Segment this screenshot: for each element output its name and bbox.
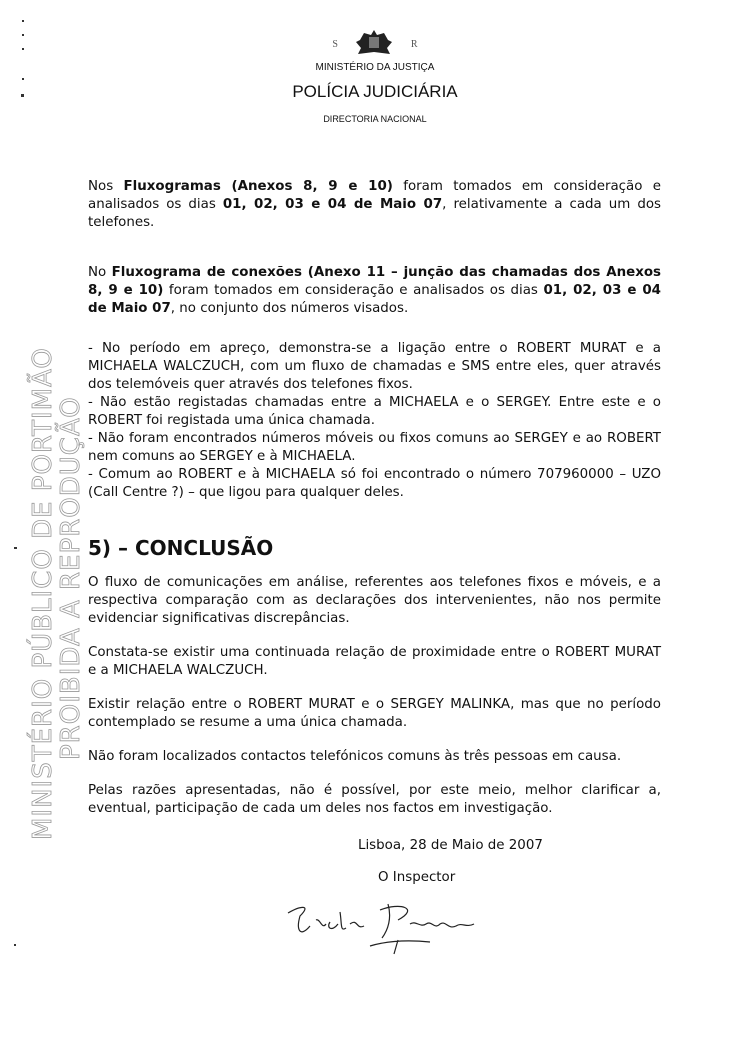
finding-item: - Comum ao ROBERT e à MICHAELA só foi encontrado o número 707960000 – UZO (Call Centre ?) – que ligou para qualquer deles. [88,467,661,500]
finding-item: - Não estão registadas chamadas entre a MICHAELA e o SERGEY. Entre este e o ROBERT foi registada uma única chamada. [88,395,661,428]
scan-mark [14,944,16,946]
paragraph-fluxogramas: Nos Fluxogramas (Anexos 8, 9 e 10) foram tomados em consideração e analisados os dias 01, 02, 03 e 04 de Maio 07, relativamente a cada um dos telefones. [88,179,661,230]
conclusion-paragraph: Existir relação entre o ROBERT MURAT e o SERGEY MALINKA, mas que no período contemplado se resume a uma única chamada. [88,697,661,730]
emblem [0,28,750,58]
conclusion-paragraph: Constata-se existir uma continuada relação de proximidade entre o ROBERT MURAT e a MICHAELA WALCZUCH. [88,645,661,678]
finding-item: - Não foram encontrados números móveis ou fixos comuns ao SERGEY e ao ROBERT nem comuns ao SERGEY e à MICHAELA. [88,431,661,464]
handwritten-signature [270,888,500,958]
watermark-proibida: PROIBIDA A REPRODUÇÃO [56,396,86,760]
scan-mark [22,78,24,80]
conclusion-paragraph: Pelas razões apresentadas, não é possível, por este meio, melhor clarificar a, eventual, participação de cada um deles nos factos em investigação. [88,783,661,816]
ministry-name: MINISTÉRIO DA JUSTIÇA [315,62,435,73]
document-body [88,178,661,958]
closing-block [88,838,661,958]
finding-item: - No período em apreço, demonstra-se a ligação entre o ROBERT MURAT e a MICHAELA WALCZUCH, com um fluxo de chamadas e SMS entre eles, quer através dos telemóveis quer através dos telefones fixos. [88,341,661,392]
emblem-left-letter: S [332,39,338,51]
directorate-name: DIRECTORIA NACIONAL [323,114,427,124]
paragraph-fluxograma-conexoes: No Fluxograma de conexões (Anexo 11 – junção das chamadas dos Anexos 8, 9 e 10) foram tomados em consideração e analisados os dias 01, 02, 03 e 04 de Maio 07, no conjunto dos números visados. [88,265,662,316]
conclusion-paragraph: O fluxo de comunicações em análise, referentes aos telefones fixos e móveis, e a respectiva comparação com as declarações dos intervenientes, não nos permite evidenciar significativas discrepâncias. [88,575,661,626]
agency-name: POLÍCIA JUDICIÁRIA [292,82,458,101]
watermark-ministerio: MINISTÉRIO PÚBLICO DE PORTIMÃO [28,347,58,840]
signatory-role: O Inspector [378,870,456,885]
scan-mark [22,20,24,22]
conclusion-body [88,574,661,818]
section-heading: 5) – CONCLUSÃO [88,536,274,560]
scan-mark [14,547,17,549]
findings-list [88,340,661,502]
emblem-right-letter: R [410,39,418,51]
conclusion-paragraph: Não foram localizados contactos telefónicos comuns às três pessoas em causa. [88,749,622,764]
date-line: Lisboa, 28 de Maio de 2007 [358,838,543,853]
coat-of-arms-icon [354,28,394,58]
